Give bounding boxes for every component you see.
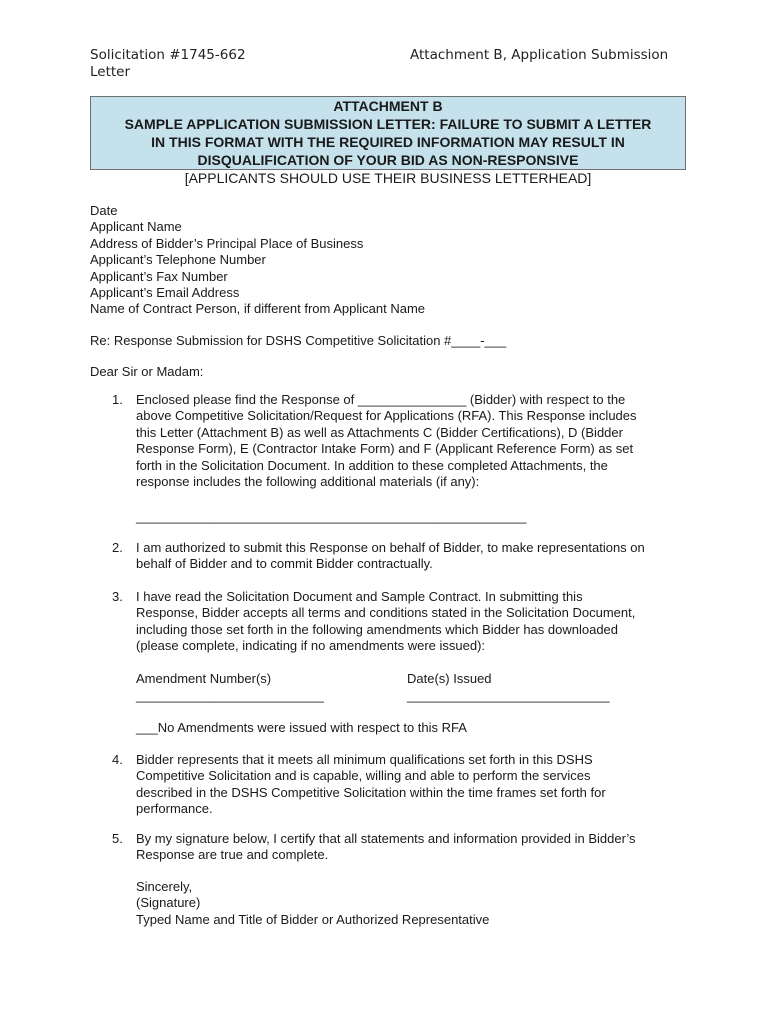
- dates-issued-field: ____________________________: [407, 688, 610, 703]
- address-line: Name of Contract Person, if different from Applicant Name: [90, 301, 426, 317]
- amendment-number-field: __________________________: [136, 688, 324, 703]
- address-line: Applicant’s Fax Number: [90, 268, 228, 284]
- item-line: behalf of Bidder and to commit Bidder contractually.: [136, 556, 433, 572]
- no-amendments-line: ___No Amendments were issued with respect to this RFA: [136, 720, 467, 735]
- item-number: 1.: [112, 392, 123, 407]
- item-number: 2.: [112, 540, 123, 555]
- amendment-number-label: Amendment Number(s): [136, 671, 272, 686]
- title-line-3: IN THIS FORMAT WITH THE REQUIRED INFORMATION MAY RESULT IN: [151, 134, 625, 150]
- item-line: forth in the Solicitation Document. In addition to these completed Attachments, the: [136, 457, 608, 473]
- header-solicitation-number: [90, 47, 246, 80]
- letterhead-note: [APPLICANTS SHOULD USE THEIR BUSINESS LETTERHEAD]: [184, 170, 592, 186]
- title-line-2: SAMPLE APPLICATION SUBMISSION LETTER: FAILURE TO SUBMIT A LETTER: [124, 116, 652, 132]
- address-line: Address of Bidder’s Principal Place of Business: [90, 235, 364, 251]
- item-line: Enclosed please find the Response of _______________ (Bidder) with respect to the: [136, 392, 626, 407]
- header-left-line2: Letter: [90, 63, 131, 80]
- address-line: Applicant’s Telephone Number: [90, 252, 266, 268]
- item-line: this Letter (Attachment B) as well as Attachments C (Bidder Certifications), D (Bidder: [136, 424, 623, 440]
- item-line: Response are true and complete.: [136, 847, 329, 863]
- item-line: (please complete, indicating if no amendments were issued):: [136, 638, 486, 654]
- closing-line: (Signature): [136, 895, 201, 911]
- header-left-line1: Solicitation #1745-662: [90, 47, 246, 63]
- re-line: Re: Response Submission for DSHS Competitive Solicitation #____-___: [90, 333, 507, 348]
- item-line: Bidder represents that it meets all minimum qualifications set forth in this DSHS: [136, 752, 593, 767]
- title-box: [90, 96, 686, 170]
- title-line-4: DISQUALIFICATION OF YOUR BID AS NON-RESPONSIVE: [197, 152, 579, 168]
- salutation: Dear Sir or Madam:: [90, 364, 204, 379]
- address-block: [90, 203, 425, 318]
- item-line: I have read the Solicitation Document and Sample Contract. In submitting this: [136, 589, 583, 604]
- item-line: Response Form), E (Contractor Intake Form) and F (Applicant Reference Form) as set: [136, 441, 634, 457]
- item-line: including those set forth in the following amendments which Bidder has downloaded: [136, 621, 619, 637]
- item-line: I am authorized to submit this Response on behalf of Bidder, to make representations on: [136, 540, 645, 555]
- additional-materials-line: ______________________________________________________: [136, 509, 527, 524]
- address-line: Date: [90, 203, 118, 218]
- title-line-1: ATTACHMENT B: [333, 98, 443, 114]
- closing-block: [136, 879, 489, 928]
- item-number: 3.: [112, 589, 123, 604]
- closing-line: Sincerely,: [136, 879, 193, 894]
- item-line: Response, Bidder accepts all terms and conditions stated in the Solicitation Document,: [136, 605, 636, 621]
- item-line: Competitive Solicitation and is capable, willing and able to perform the services: [136, 768, 591, 784]
- item-line: By my signature below, I certify that all statements and information provided in Bidder’s: [136, 831, 636, 846]
- address-line: Applicant Name: [90, 219, 182, 235]
- item-line: described in the DSHS Competitive Solicitation within the time frames set forth for: [136, 784, 606, 800]
- item-line: above Competitive Solicitation/Request for Applications (RFA). This Response includes: [136, 408, 637, 424]
- dates-issued-label: Date(s) Issued: [407, 671, 492, 686]
- closing-line: Typed Name and Title of Bidder or Authorized Representative: [136, 911, 490, 927]
- address-line: Applicant’s Email Address: [90, 285, 240, 301]
- item-number: 4.: [112, 752, 123, 767]
- item-line: response includes the following additional materials (if any):: [136, 474, 480, 490]
- item-number: 5.: [112, 831, 123, 846]
- item-line: performance.: [136, 801, 213, 817]
- header-attachment-title: Attachment B, Application Submission: [410, 47, 669, 63]
